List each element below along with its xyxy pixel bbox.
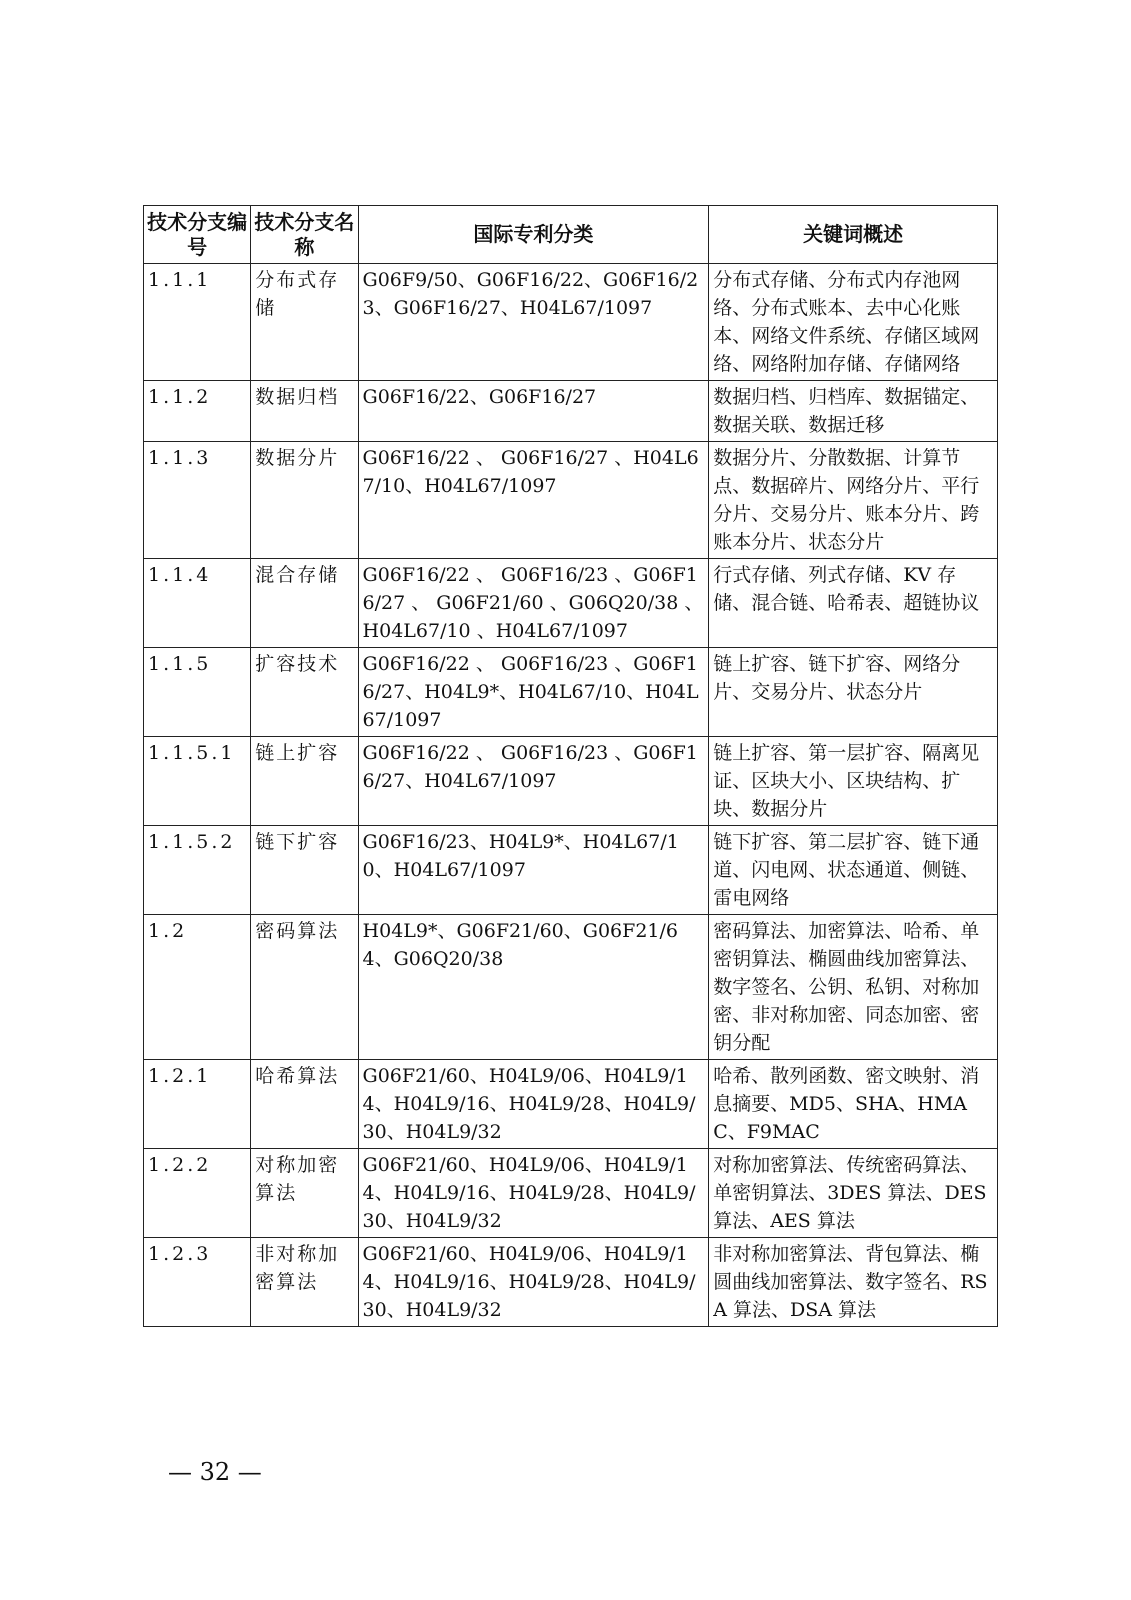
cell-branch-name: 对称加密算法 (251, 1149, 358, 1238)
header-ipc: 国际专利分类 (358, 206, 709, 264)
cell-keywords: 数据分片、分散数据、计算节点、数据碎片、网络分片、平行分片、交易分片、账本分片、跨账本分片、状态分片 (709, 442, 998, 559)
cell-branch-name: 混合存储 (251, 559, 358, 648)
cell-branch-name: 分布式存储 (251, 264, 358, 381)
table-row (144, 559, 998, 648)
cell-branch-id: 1.1.1 (144, 264, 251, 381)
cell-branch-name: 密码算法 (251, 915, 358, 1060)
cell-ipc: G06F21/60、H04L9/06、H04L9/14、H04L9/16、H04L9/28、H04L9/30、H04L9/32 (358, 1149, 709, 1238)
cell-keywords: 哈希、散列函数、密文映射、消息摘要、MD5、SHA、HMAC、F9MAC (709, 1060, 998, 1149)
cell-branch-id: 1.1.5 (144, 648, 251, 737)
cell-branch-id: 1.1.2 (144, 381, 251, 442)
cell-keywords: 链上扩容、第一层扩容、隔离见证、区块大小、区块结构、扩块、数据分片 (709, 737, 998, 826)
cell-ipc: G06F21/60、H04L9/06、H04L9/14、H04L9/16、H04L9/28、H04L9/30、H04L9/32 (358, 1238, 709, 1327)
cell-keywords: 对称加密算法、传统密码算法、单密钥算法、3DES 算法、DES 算法、AES 算法 (709, 1149, 998, 1238)
header-keywords: 关键词概述 (709, 206, 998, 264)
cell-branch-name: 链上扩容 (251, 737, 358, 826)
table-row (144, 915, 998, 1060)
table-row (144, 648, 998, 737)
cell-branch-id: 1.2.1 (144, 1060, 251, 1149)
table-header-row (144, 206, 998, 264)
cell-branch-id: 1.1.4 (144, 559, 251, 648)
cell-ipc: G06F21/60、H04L9/06、H04L9/14、H04L9/16、H04L9/28、H04L9/30、H04L9/32 (358, 1060, 709, 1149)
cell-branch-id: 1.2 (144, 915, 251, 1060)
table-row (144, 1238, 998, 1327)
cell-ipc: G06F16/22 、 G06F16/27 、H04L67/10、H04L67/1097 (358, 442, 709, 559)
cell-branch-name: 非对称加密算法 (251, 1238, 358, 1327)
table-row (144, 1149, 998, 1238)
cell-ipc: G06F9/50、G06F16/22、G06F16/23、G06F16/27、H04L67/1097 (358, 264, 709, 381)
table-row (144, 381, 998, 442)
cell-ipc: H04L9*、G06F21/60、G06F21/64、G06Q20/38 (358, 915, 709, 1060)
cell-ipc: G06F16/22 、 G06F16/23 、G06F16/27 、 G06F21/60 、G06Q20/38 、 H04L67/10 、H04L67/1097 (358, 559, 709, 648)
cell-keywords: 链上扩容、链下扩容、网络分片、交易分片、状态分片 (709, 648, 998, 737)
header-branch-name: 技术分支名称 (251, 206, 358, 264)
patent-classification-table (143, 205, 998, 1327)
cell-branch-name: 哈希算法 (251, 1060, 358, 1149)
cell-branch-id: 1.1.3 (144, 442, 251, 559)
header-branch-id: 技术分支编号 (144, 206, 251, 264)
cell-branch-name: 链下扩容 (251, 826, 358, 915)
page-number: — 32 — (168, 1458, 262, 1486)
cell-ipc: G06F16/22、G06F16/27 (358, 381, 709, 442)
cell-keywords: 行式存储、列式存储、KV 存储、混合链、哈希表、超链协议 (709, 559, 998, 648)
cell-keywords: 密码算法、加密算法、哈希、单密钥算法、椭圆曲线加密算法、数字签名、公钥、私钥、对称加密、非对称加密、同态加密、密钥分配 (709, 915, 998, 1060)
cell-keywords: 分布式存储、分布式内存池网络、分布式账本、去中心化账本、网络文件系统、存储区域网络、网络附加存储、存储网络 (709, 264, 998, 381)
cell-branch-name: 数据归档 (251, 381, 358, 442)
cell-branch-id: 1.1.5.2 (144, 826, 251, 915)
cell-branch-id: 1.1.5.1 (144, 737, 251, 826)
cell-keywords: 数据归档、归档库、数据锚定、数据关联、数据迁移 (709, 381, 998, 442)
cell-branch-name: 数据分片 (251, 442, 358, 559)
table-row (144, 264, 998, 381)
table-row (144, 826, 998, 915)
cell-branch-name: 扩容技术 (251, 648, 358, 737)
cell-ipc: G06F16/23、H04L9*、H04L67/10、H04L67/1097 (358, 826, 709, 915)
table-row (144, 442, 998, 559)
cell-keywords: 链下扩容、第二层扩容、链下通道、闪电网、状态通道、侧链、雷电网络 (709, 826, 998, 915)
cell-ipc: G06F16/22 、 G06F16/23 、G06F16/27、H04L9*、H04L67/10、H04L67/1097 (358, 648, 709, 737)
cell-branch-id: 1.2.3 (144, 1238, 251, 1327)
cell-branch-id: 1.2.2 (144, 1149, 251, 1238)
cell-ipc: G06F16/22 、 G06F16/23 、G06F16/27、H04L67/1097 (358, 737, 709, 826)
table-row (144, 737, 998, 826)
cell-keywords: 非对称加密算法、背包算法、椭圆曲线加密算法、数字签名、RSA 算法、DSA 算法 (709, 1238, 998, 1327)
table-row (144, 1060, 998, 1149)
